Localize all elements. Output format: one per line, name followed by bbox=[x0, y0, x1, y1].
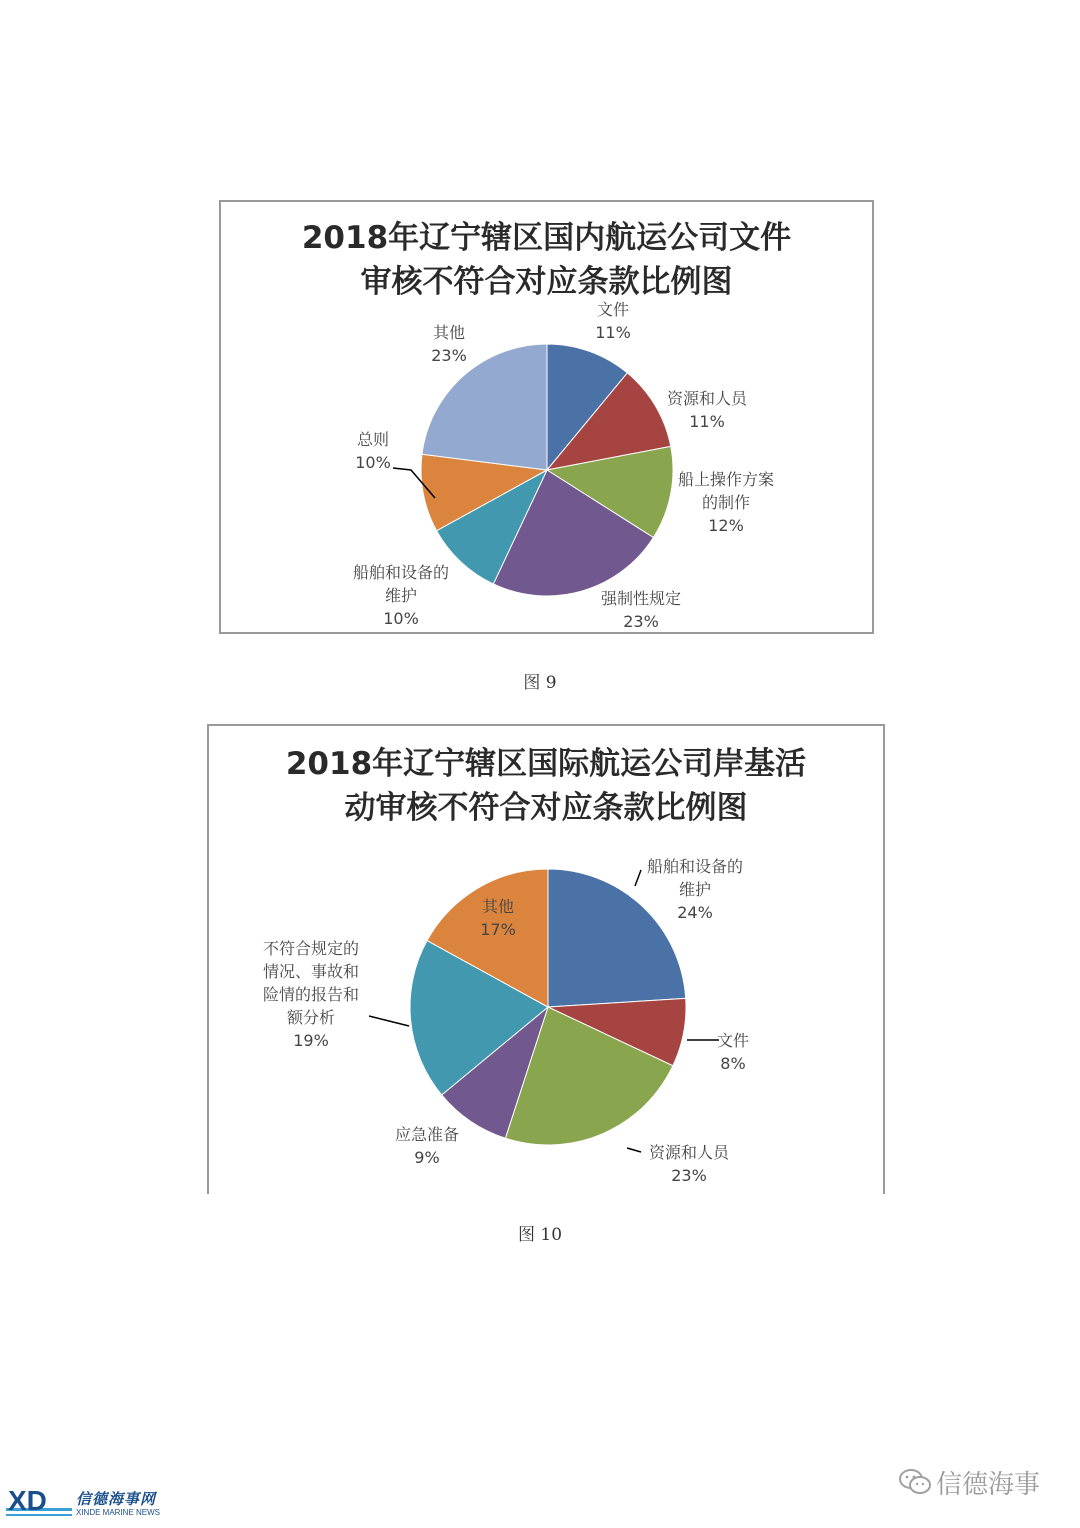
leader-line bbox=[369, 1016, 409, 1026]
slice-category-label: 船舶和设备的 bbox=[352, 563, 450, 582]
chart-2-pie bbox=[209, 726, 887, 1196]
slice-percent-label: 19% bbox=[293, 1031, 329, 1050]
wechat-icon bbox=[898, 1468, 932, 1496]
slice-category-label: 文件 bbox=[716, 1031, 750, 1050]
slice-percent-label: 23% bbox=[623, 612, 659, 631]
slice-category-label: 文件 bbox=[596, 300, 630, 319]
slice-category-label: 资源和人员 bbox=[648, 1143, 730, 1162]
figure-9-caption: 图 9 bbox=[523, 673, 557, 693]
slice-category-label: 不符合规定的 bbox=[262, 939, 360, 958]
pie-slice bbox=[548, 869, 686, 1007]
slice-percent-label: 11% bbox=[595, 323, 631, 342]
pie-slices bbox=[421, 344, 673, 596]
xd-logo-mark bbox=[6, 1486, 72, 1520]
chart-1-pie bbox=[221, 202, 876, 636]
slice-percent-label: 24% bbox=[677, 903, 713, 922]
slice-percent-label: 23% bbox=[671, 1166, 707, 1185]
watermark-text: 信德海事 bbox=[936, 1470, 1041, 1500]
slice-percent-label: 10% bbox=[355, 453, 391, 472]
leader-line bbox=[635, 870, 641, 886]
figure-10-caption: 图 10 bbox=[517, 1225, 563, 1245]
slice-category-label: 维护 bbox=[678, 880, 712, 899]
slice-category-label: 其他 bbox=[432, 323, 466, 342]
slice-category-label: 其他 bbox=[481, 897, 515, 916]
slice-category-label: 强制性规定 bbox=[600, 589, 682, 608]
chart-1-frame bbox=[219, 200, 874, 634]
slice-percent-label: 17% bbox=[480, 920, 516, 939]
slice-category-label: 额分析 bbox=[286, 1008, 336, 1027]
logo-name: 信德海事网 bbox=[76, 1490, 157, 1508]
chart-2-title-line-1: 2018年辽宁辖区国际航运公司岸基活 bbox=[285, 746, 807, 782]
chart-2-title-line-2: 动审核不符合对应条款比例图 bbox=[344, 790, 748, 826]
slice-category-label: 情况、事故和 bbox=[262, 962, 360, 981]
slice-category-label: 险情的报告和 bbox=[262, 985, 360, 1004]
slice-category-label: 资源和人员 bbox=[666, 389, 748, 408]
pie-slices bbox=[410, 869, 686, 1145]
slice-category-label: 船舶和设备的 bbox=[646, 857, 744, 876]
slice-percent-label: 8% bbox=[720, 1054, 746, 1073]
wechat-watermark bbox=[898, 1462, 1058, 1502]
slice-category-label: 的制作 bbox=[701, 493, 751, 512]
xinde-logo bbox=[6, 1486, 226, 1522]
slice-percent-label: 23% bbox=[431, 346, 467, 365]
slice-category-label: 船上操作方案 bbox=[677, 470, 775, 489]
slice-percent-label: 9% bbox=[414, 1148, 440, 1167]
slice-percent-label: 12% bbox=[708, 516, 744, 535]
chart-1-title-line-1: 2018年辽宁辖区国内航运公司文件 bbox=[301, 220, 792, 256]
xd-logo-mark-text: XD bbox=[8, 1486, 47, 1516]
slice-category-label: 维护 bbox=[384, 586, 418, 605]
slice-category-label: 总则 bbox=[356, 430, 390, 449]
logo-subtitle: XINDE MARINE NEWS bbox=[76, 1508, 161, 1517]
slice-percent-label: 10% bbox=[383, 609, 419, 628]
leader-line bbox=[627, 1148, 641, 1152]
chart-1-title-line-2: 审核不符合对应条款比例图 bbox=[360, 264, 733, 300]
chart-2-frame bbox=[207, 724, 885, 1194]
slice-percent-label: 11% bbox=[689, 412, 725, 431]
slice-category-label: 应急准备 bbox=[394, 1125, 460, 1144]
